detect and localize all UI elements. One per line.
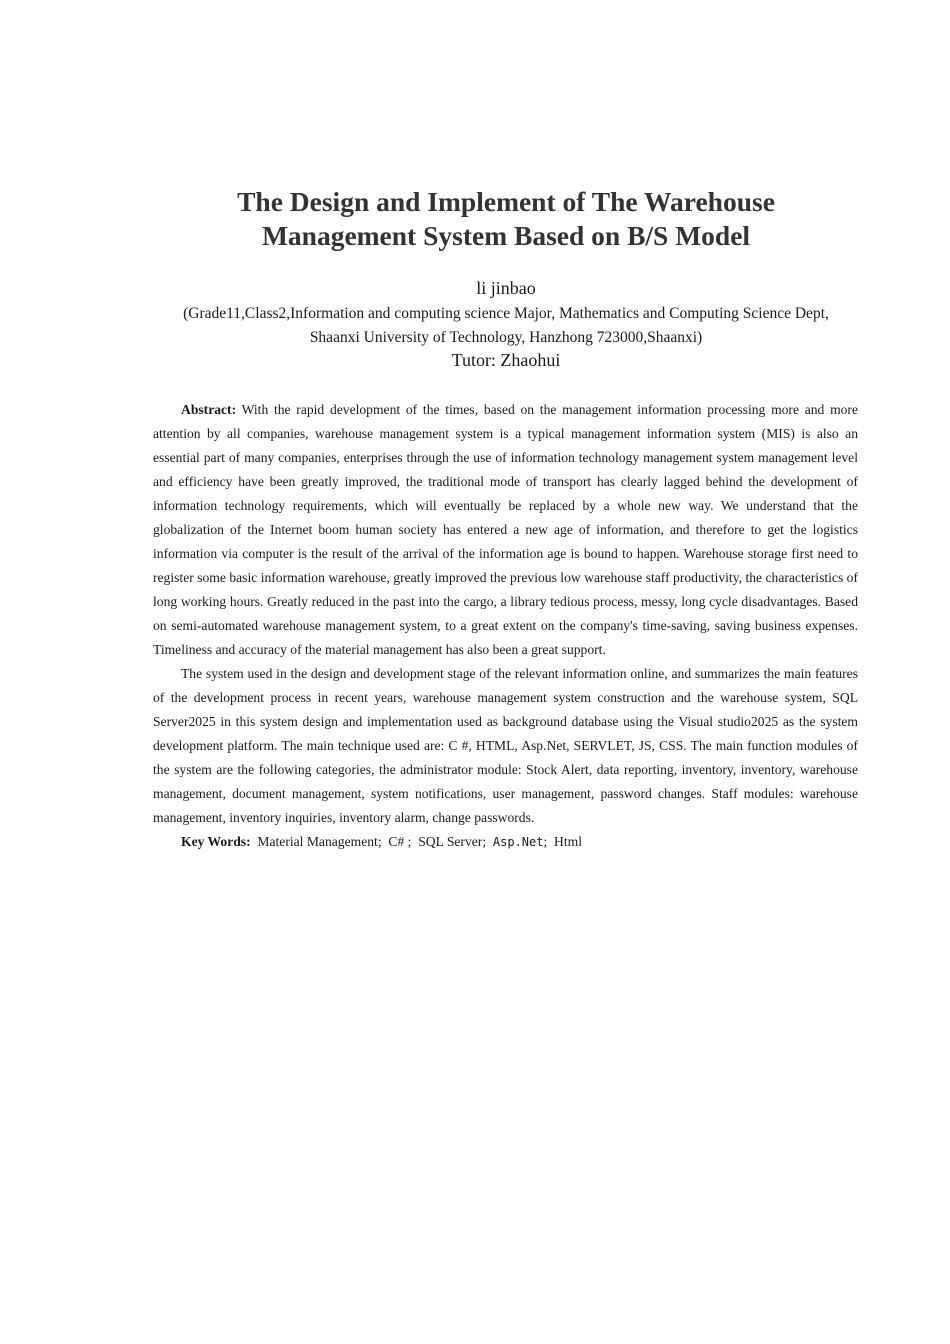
author-affiliation bbox=[100, 302, 912, 350]
keyword-separator-4: ; bbox=[543, 834, 548, 849]
keyword-2: C# bbox=[388, 834, 405, 849]
paper-title-line-1: The Design and Implement of The Warehouse bbox=[237, 186, 775, 217]
tutor-name: Tutor: Zhaohui bbox=[451, 350, 561, 370]
keyword-1: Material Management bbox=[257, 834, 378, 849]
paper-title-line-2: Management System Based on B/S Model bbox=[261, 220, 751, 251]
keyword-5: Html bbox=[554, 834, 582, 849]
abstract-label: Abstract: bbox=[181, 402, 237, 417]
keyword-separator-1: ; bbox=[377, 834, 382, 849]
keywords-line bbox=[153, 830, 858, 854]
affiliation-line-2: Shaanxi University of Technology, Hanzhong 723000,Shaanxi) bbox=[309, 329, 703, 346]
abstract-paragraph-2: The system used in the design and development stage of the relevant information online, and summarizes the main features of the development process in recent years, warehouse management system construction and the warehouse system, SQL Server2025 in this system design and implementation used as background database using the Visual studio2025 as the system development platform. The main technique used are: C #, HTML, Asp.Net, SERVLET, JS, CSS. The main function modules of the system are the following categories, the administrator module: Stock Alert, data reporting, inventory, inventory, warehouse management, document management, system notifications, user management, password changes. Staff modules: warehouse management, inventory inquiries, inventory alarm, change passwords. bbox=[153, 666, 858, 825]
keyword-3: SQL Server bbox=[418, 834, 483, 849]
abstract-section bbox=[153, 398, 858, 854]
author-name: li jinbao bbox=[476, 278, 536, 298]
keywords-label: Key Words: bbox=[181, 834, 251, 849]
paper-title bbox=[100, 185, 912, 253]
affiliation-line-1: (Grade11,Class2,Information and computing science Major, Mathematics and Computing Science Dept, bbox=[183, 305, 829, 322]
keyword-separator-2: ; bbox=[407, 834, 412, 849]
keyword-separator-3: ; bbox=[482, 834, 487, 849]
abstract-paragraph-1 bbox=[153, 398, 858, 662]
keyword-4: Asp.Net bbox=[492, 835, 544, 849]
abstract-text-1: With the rapid development of the times, based on the management information processing more and more attention by all companies, warehouse management system is a typical management information system (MIS) is also an essential part of many companies, enterprises through the use of information technology management system management level and efficiency have been greatly improved, the traditional mode of transport has clearly lagged behind the development of information technology requirements, which will eventually be replaced by a whole new way. We understand that the globalization of the Internet boom human society has entered a new age of information, and therefore to get the logistics information via computer is the result of the arrival of the information age is bound to happen. Warehouse storage first need to register some basic information warehouse, greatly improved the previous low warehouse staff productivity, the characteristics of long working hours. Greatly reduced in the past into the cargo, a library tedious process, messy, long cycle disadvantages. Based on semi-automated warehouse management system, to a great extent on the company's time-saving, saving business expenses. Timeliness and accuracy of the material management has also been a great support. bbox=[153, 402, 858, 657]
